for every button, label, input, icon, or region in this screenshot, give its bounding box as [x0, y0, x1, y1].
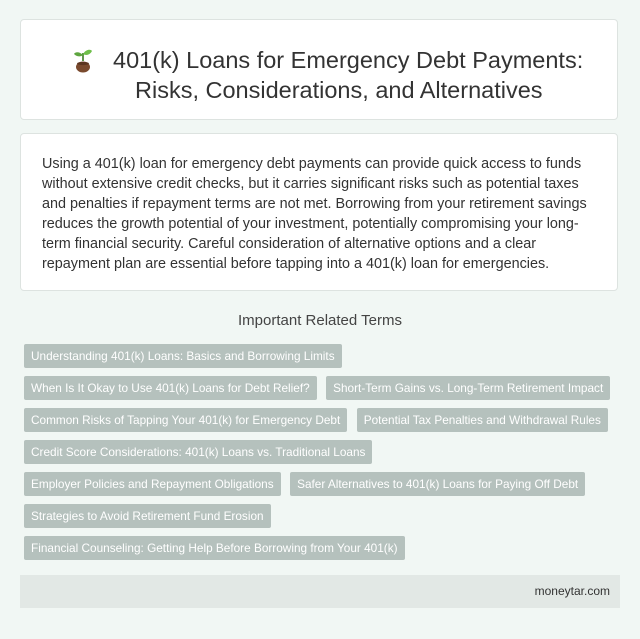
related-term-tag[interactable]: Strategies to Avoid Retirement Fund Erosion — [24, 504, 271, 528]
tag-row — [20, 344, 620, 368]
page-title-line-1: 401(k) Loans for Emergency Debt Payments: — [113, 47, 584, 73]
related-term-tag[interactable]: Common Risks of Tapping Your 401(k) for Emergency Debt — [24, 408, 347, 432]
related-term-tag[interactable]: When Is It Okay to Use 401(k) Loans for Debt Relief? — [24, 376, 317, 400]
related-term-tag[interactable]: Employer Policies and Repayment Obligations — [24, 472, 281, 496]
related-terms-list — [20, 344, 620, 568]
title-block — [77, 45, 597, 105]
related-term-tag[interactable]: Understanding 401(k) Loans: Basics and Borrowing Limits — [24, 344, 342, 368]
title-card — [20, 19, 618, 120]
sprout-icon — [71, 47, 95, 73]
footer — [20, 575, 620, 608]
related-term-tag[interactable]: Financial Counseling: Getting Help Before Borrowing from Your 401(k) — [24, 536, 405, 560]
related-term-tag[interactable]: Potential Tax Penalties and Withdrawal Rules — [357, 408, 608, 432]
related-term-tag[interactable]: Short-Term Gains vs. Long-Term Retirement Impact — [326, 376, 610, 400]
footer-site-name: moneytar.com — [534, 584, 610, 598]
page-title — [77, 45, 597, 105]
summary-text: Using a 401(k) loan for emergency debt payments can provide quick access to funds without extensive credit checks, but it carries significant risks such as potential taxes and penalties if repayment terms are not met. Borrowing from your retirement savings reduces the growth potential of your investment, potentially compromising your long-term financial security. Careful consideration of alternative options and a clear repayment plan are essential before tapping into a 401(k) loan for emergencies. — [42, 156, 587, 272]
related-term-tag[interactable]: Credit Score Considerations: 401(k) Loans vs. Traditional Loans — [24, 440, 372, 464]
related-term-tag[interactable]: Safer Alternatives to 401(k) Loans for Paying Off Debt — [290, 472, 585, 496]
tag-row — [20, 504, 620, 528]
tag-row — [20, 472, 620, 496]
tag-row — [20, 440, 620, 464]
tag-row — [20, 376, 620, 400]
related-terms-heading: Important Related Terms — [238, 312, 402, 329]
summary-card — [20, 133, 618, 291]
page-title-line-2: Risks, Considerations, and Alternatives — [135, 77, 543, 103]
tag-row — [20, 408, 620, 432]
tag-row — [20, 536, 620, 560]
